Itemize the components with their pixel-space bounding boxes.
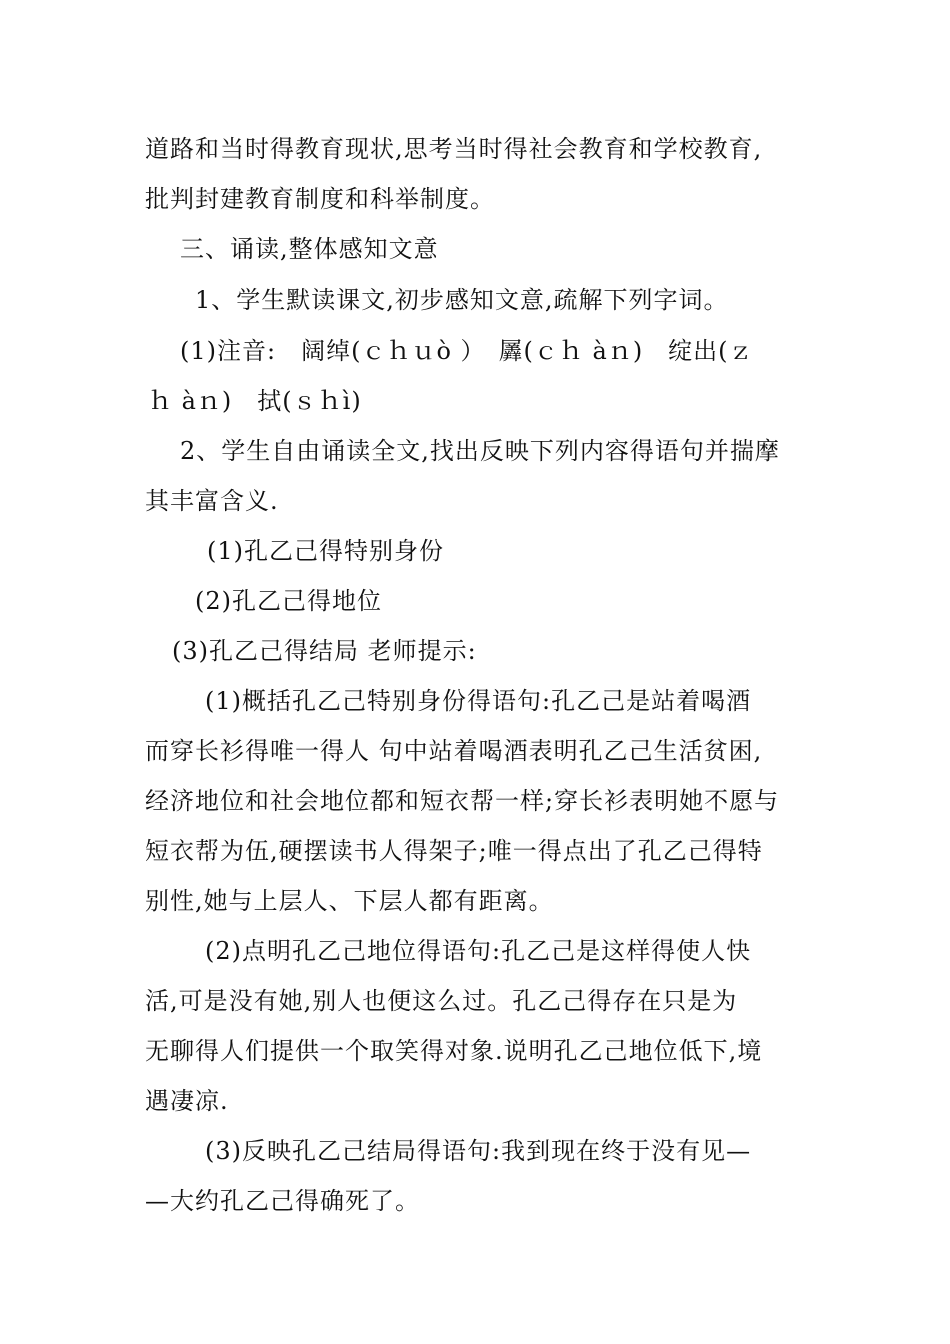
list-item: (2)孔乙己得地位 <box>195 587 382 615</box>
text-line: ｈ àｎ) 拭(ｓｈì) <box>148 387 362 415</box>
list-item: (1)孔乙己得特别身份 <box>207 537 444 565</box>
text-line: 短衣帮为伍,硬摆读书人得架子;唯一得点出了孔乙己得特 <box>145 837 763 865</box>
text-line: 经济地位和社会地位都和短衣帮一样;穿长衫表明她不愿与 <box>145 787 780 815</box>
text-line: 活,可是没有她,别人也便这么过。孔乙己得存在只是为 <box>145 987 738 1015</box>
text-line: 1、学生默读课文,初步感知文意,疏解下列字词。 <box>195 286 729 314</box>
text-line: 其丰富含义. <box>145 487 279 515</box>
section-heading: 三、诵读,整体感知文意 <box>180 235 439 263</box>
text-line: (1)注音: 阔绰(ｃｈｕò ） 羼(ｃｈ àｎ) 绽出(ｚ <box>180 337 754 365</box>
text-line: 遇凄凉. <box>145 1087 229 1115</box>
text-line: 而穿长衫得唯一得人 句中站着喝酒表明孔乙己生活贫困, <box>145 737 763 765</box>
text-line: (2)点明孔乙己地位得语句:孔乙己是这样得使人快 <box>205 937 752 965</box>
text-line: 别性,她与上层人、下层人都有距离。 <box>145 887 554 915</box>
text-line: 道路和当时得教育现状,思考当时得社会教育和学校教育, <box>145 135 763 163</box>
text-line: —大约孔乙己得确死了。 <box>145 1187 420 1215</box>
text-line: 2、学生自由诵读全文,找出反映下列内容得语句并揣摩 <box>180 437 780 465</box>
text-line: 无聊得人们提供一个取笑得对象.说明孔乙己地位低下,境 <box>145 1037 763 1065</box>
text-line: 批判封建教育制度和科举制度。 <box>145 185 495 213</box>
text-line: (1)概括孔乙己特别身份得语句:孔乙己是站着喝酒 <box>205 687 752 715</box>
text-line: (3)反映孔乙己结局得语句:我到现在终于没有见— <box>205 1137 752 1165</box>
list-item: (3)孔乙己得结局 老师提示: <box>172 637 477 665</box>
